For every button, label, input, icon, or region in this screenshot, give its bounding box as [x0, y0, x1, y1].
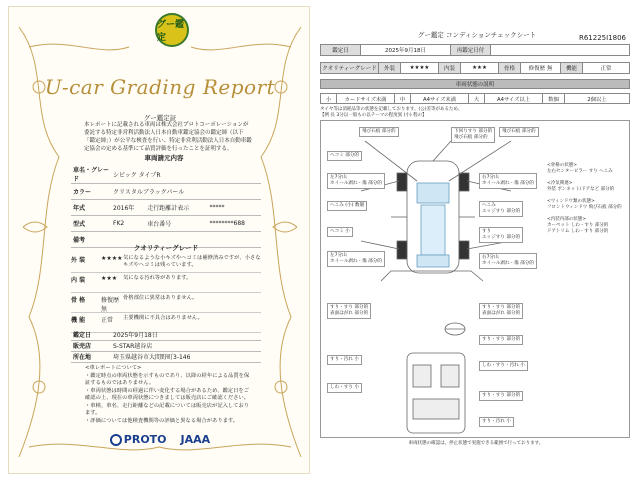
field-value: 2016年 — [111, 200, 145, 216]
condition-side-notes: <骨格の状態> 左右センターピラー すり へこみ <冷気関連> 外装 ボンネット/ドアなど 部分的 <ウィンドウ類の状態> フロントウィンドウ 飛び石痕 部分的 <内装内部の状態> カーペット しわ・すり 部分的 ドアトリム しわ・すり 部分的 — [547, 163, 622, 234]
field-label: 年式 — [71, 200, 111, 216]
grade-row-label: クオリティーグレード — [321, 63, 379, 73]
size-legend — [320, 93, 630, 104]
inspection-info-table — [71, 329, 261, 363]
damage-note: 左7分山 ホイール剥れ・傷 部分的 — [327, 173, 385, 189]
grade-label: 機 能 — [71, 317, 86, 324]
date-label: 鑑定日 — [321, 45, 361, 55]
field-value: シビック タイプR — [111, 165, 261, 184]
grade-value: 修復歴 無 — [521, 63, 561, 73]
grade-stars: 正常 — [101, 317, 114, 324]
footer-logos — [9, 433, 310, 446]
damage-note: 右7分山 ホイール剥れ・傷 部分的 — [479, 173, 537, 189]
grade-description: 気になる汚れ等があります。 — [123, 275, 192, 281]
size-label: 中 — [395, 94, 411, 103]
damage-note: 飛び石痕 部分的 — [359, 127, 399, 137]
grading-certificate — [8, 6, 310, 474]
field-label: 型式 — [71, 216, 111, 232]
table-row — [71, 329, 261, 340]
damage-note: へこみ エッジすり 部分的 — [479, 201, 523, 217]
proto-logo — [110, 433, 167, 446]
damage-note: 左7分山 ホイール剥れ・傷 部分的 — [327, 251, 385, 267]
grade-label: 外 装 — [71, 257, 86, 264]
sheet-footer-note: 車両状態の確認は、停止状態で実施できる範囲で行っております。 — [408, 441, 544, 446]
vehicle-section-heading: 車両請元内容 — [144, 154, 184, 162]
vehicle-info-table — [71, 165, 261, 248]
grade-label: 内 装 — [71, 277, 86, 284]
damage-note: すり・すり 部分的 — [479, 391, 523, 401]
explanation-heading: 車両状態の説明 — [320, 79, 630, 89]
damage-note: しわ・すり・汚れ 小 — [479, 361, 528, 371]
sheet-title: グー鑑定 コンディションチェックシート — [417, 31, 537, 39]
quality-grade-heading: クオリティーグレード — [133, 244, 199, 252]
grade-row — [320, 62, 630, 74]
damage-note: しわ・すり 小 — [327, 383, 362, 393]
size-note: タイヤ等は消耗品等の状態を記載しております。(公)差等があるため、 【例 長 3分以一般もの以テーマの程度異 (小) 程の】 — [320, 107, 463, 118]
field-label: 車名・グレード — [73, 167, 110, 183]
certificate-subtitle: グー鑑定証 — [143, 114, 177, 122]
grade-stars: ★★★★ — [101, 255, 123, 262]
table-row — [71, 351, 261, 362]
quality-grade-list — [71, 253, 261, 333]
field-value: 2025年9月18日 — [111, 329, 261, 340]
damage-note: すり エッジすり 部分的 — [479, 227, 523, 243]
table-row — [71, 216, 261, 232]
grade-value: ★★★★ — [401, 63, 439, 73]
damage-note: すり・すり 部分的 表面はがれ 部分的 — [479, 303, 523, 319]
size-value: 2個以上 — [587, 96, 607, 103]
date-row — [320, 44, 630, 56]
size-value: A4サイズ未満 — [411, 94, 469, 103]
grade-label: 骨 格 — [71, 297, 86, 304]
grade-label: 機能 — [561, 63, 583, 73]
grade-label: 内装 — [439, 63, 461, 73]
certificate-title: U-car Grading Report — [44, 75, 276, 99]
field-label: 販売店 — [71, 340, 111, 351]
grade-stars: 修復歴 無 — [101, 297, 120, 313]
damage-note: すり・すり 部分的 表面はがれ 部分的 — [327, 303, 371, 319]
field-label: 備考 — [71, 232, 111, 248]
damage-note: 右7分山 ホイール剥れ・傷 部分的 — [479, 253, 537, 269]
grade-value: ★★★ — [461, 63, 499, 73]
field-value: FK2 — [111, 216, 145, 232]
list-item — [71, 273, 261, 293]
field-value: クリスタルブラックパール — [111, 184, 261, 200]
field-label: 走行距離計表示 — [145, 200, 207, 216]
list-item — [71, 293, 261, 313]
goo-badge-icon: グー鑑定 — [155, 13, 189, 47]
grade-description: 骨格部位に異常はありません。 — [123, 295, 198, 301]
damage-note: へこみ (小) 数個 — [327, 201, 367, 211]
size-label: 小 — [321, 94, 337, 103]
list-item — [71, 253, 261, 273]
document-id: R61225I1806 — [578, 34, 626, 42]
table-row — [71, 184, 261, 200]
proto-logo-text: PROTO — [123, 433, 167, 446]
grade-value: 正常 — [600, 66, 612, 72]
certificate-intro: 本レポートに記載される車両は株式会社プロトコーポレーションが委託する特定非営利活動法人日本自動車鑑定協会の鑑定師（以下「鑑定師」）が公平な検査を行い、特定非営利活動法人日本自動車鑑定協会の定める基準にて品質評価を行ったことを証明する。 — [84, 122, 252, 152]
damage-note: 下回りすり 部分的 飛び石痕 部分的 — [451, 127, 495, 143]
field-value: ********688 — [208, 216, 261, 232]
field-label: カラー — [71, 184, 111, 200]
grade-label: 外装 — [379, 63, 401, 73]
expiry-label: 再鑑定日付 — [451, 45, 491, 55]
field-label: 所在地 — [71, 351, 111, 362]
table-row — [71, 200, 261, 216]
grade-description: 気になるような小キズやヘコミは補修済みですが、小さなキズやヘコミは残っています。 — [123, 255, 261, 268]
field-label: 鑑定日 — [71, 329, 111, 340]
damage-note: 飛び石痕 部分的 — [499, 127, 539, 137]
grade-label: 骨格 — [499, 63, 521, 73]
damage-note: ヘコミ 小 — [327, 227, 353, 237]
size-label: 大 — [469, 94, 485, 103]
field-value: 埼玉県越谷市大間野町3-146 — [111, 351, 261, 362]
grade-stars: ★★★ — [101, 275, 118, 282]
damage-note: ヘコミ 部分的 — [327, 151, 362, 161]
condition-check-sheet — [320, 30, 634, 470]
report-notes: <車レポートについて> ・鑑定時点の車両状態を示すものであり、以降の経年による品質を保証するものではありません。 ・車両状態は時間の経過に伴い変化する場合があるため、鑑定日をご確認の上、現在の車両状態につきましては販売店にご確認ください。 ・車検、車名、走行距離などの記載については販売店が記入しております。 ・評価については他検査機関等の評価と異なる場合があります。 — [85, 365, 250, 424]
field-value: ***** — [208, 200, 261, 216]
field-value: S-STAR越谷店 — [111, 340, 261, 351]
vehicle-damage-diagram — [320, 120, 630, 438]
damage-note: すり・汚れ 小 — [479, 417, 514, 427]
field-label: 車台番号 — [145, 216, 207, 232]
size-value: A4サイズ以上 — [485, 94, 543, 103]
size-label: 数個 — [543, 94, 565, 103]
table-row — [71, 340, 261, 351]
table-row — [71, 165, 261, 184]
damage-note: すり・すり 部分的 — [479, 335, 523, 345]
expiry-date — [491, 45, 629, 55]
damage-note: すり・汚れ 小 — [327, 355, 362, 365]
jaaa-logo: JAAA — [180, 433, 211, 446]
size-value: カードサイズ未満 — [337, 94, 395, 103]
proto-logo-icon — [110, 434, 122, 446]
inspection-date: 2025年9月18日 — [361, 45, 451, 55]
grade-description: 主要機関に不具合はありません。 — [123, 315, 203, 321]
